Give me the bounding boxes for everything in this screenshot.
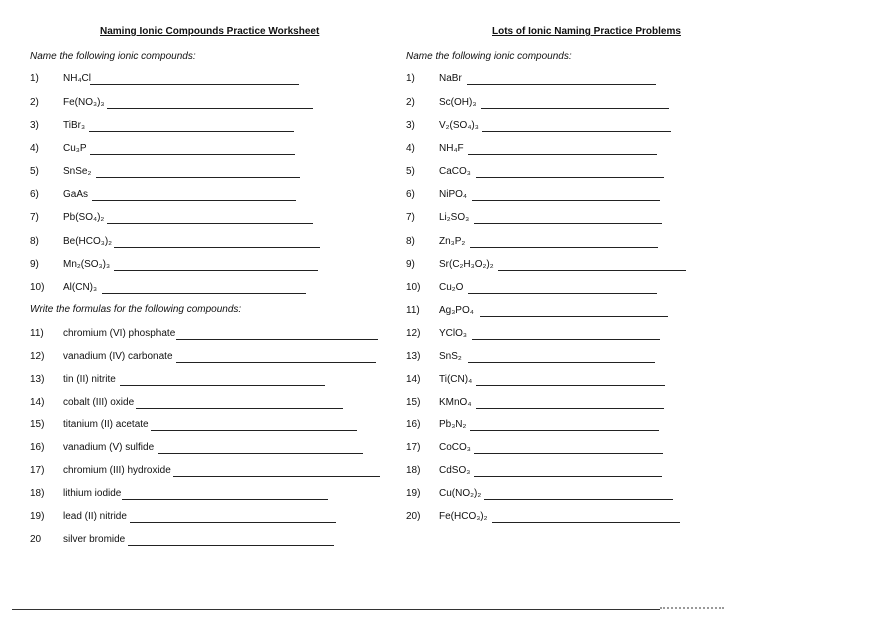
item-number: 11) xyxy=(30,328,44,339)
item-number: 1) xyxy=(406,73,415,84)
item-number: 12) xyxy=(406,328,421,339)
item-text: Cu₃P xyxy=(63,143,87,154)
answer-line[interactable] xyxy=(130,522,336,523)
item-text: vanadium (V) sulfide xyxy=(63,442,155,453)
item-number: 16) xyxy=(406,419,421,430)
answer-line[interactable] xyxy=(176,362,376,363)
answer-line[interactable] xyxy=(474,453,663,454)
answer-line[interactable] xyxy=(90,84,299,85)
answer-line[interactable] xyxy=(89,131,294,132)
item-number: 2) xyxy=(30,97,39,108)
item-text: titanium (II) acetate xyxy=(63,419,149,430)
item-text: Li₂SO₃ xyxy=(439,212,470,223)
item-text: cobalt (III) oxide xyxy=(63,397,135,408)
answer-line[interactable] xyxy=(472,200,660,201)
item-number: 5) xyxy=(406,166,415,177)
item-number: 10) xyxy=(30,282,45,293)
item-number: 3) xyxy=(30,120,39,131)
answer-line[interactable] xyxy=(114,270,318,271)
answer-line[interactable] xyxy=(107,108,313,109)
item-number: 1) xyxy=(30,73,39,84)
item-text: SnS₂ xyxy=(439,351,462,362)
answer-line[interactable] xyxy=(492,522,680,523)
answer-line[interactable] xyxy=(480,316,668,317)
answer-line[interactable] xyxy=(476,408,664,409)
answer-line[interactable] xyxy=(90,154,295,155)
item-number: 8) xyxy=(30,236,39,247)
item-number: 18) xyxy=(406,465,421,476)
item-number: 9) xyxy=(406,259,415,270)
item-number: 2) xyxy=(406,97,415,108)
item-text: CdSO₃ xyxy=(439,465,471,476)
item-number: 8) xyxy=(406,236,415,247)
item-text: chromium (VI) phosphate xyxy=(63,328,176,339)
item-number: 17) xyxy=(30,465,45,476)
answer-line[interactable] xyxy=(92,200,296,201)
item-text: CaCO₃ xyxy=(439,166,471,177)
item-text: Cu(NO₂)₂ xyxy=(439,488,482,499)
item-text: Mn₂(SO₃)₃ xyxy=(63,259,111,270)
item-number: 19) xyxy=(30,511,45,522)
item-number: 13) xyxy=(406,351,421,362)
item-text: lead (II) nitride xyxy=(63,511,127,522)
item-text: Fe(NO₃)₃ xyxy=(63,97,105,108)
answer-line[interactable] xyxy=(102,293,306,294)
item-number: 6) xyxy=(406,189,415,200)
answer-line[interactable] xyxy=(151,430,357,431)
item-number: 12) xyxy=(30,351,45,362)
item-text: CoCO₃ xyxy=(439,442,471,453)
item-text: NiPO₄ xyxy=(439,189,467,200)
answer-line[interactable] xyxy=(114,247,320,248)
item-text: Ti(CN)₄ xyxy=(439,374,473,385)
item-number: 3) xyxy=(406,120,415,131)
item-number: 20 xyxy=(30,534,42,545)
item-number: 18) xyxy=(30,488,45,499)
answer-line[interactable] xyxy=(484,499,673,500)
item-text: NH₄F xyxy=(439,143,464,154)
item-number: 14) xyxy=(30,397,45,408)
left-title: Naming Ionic Compounds Practice Worksheet xyxy=(100,26,320,37)
answer-line[interactable] xyxy=(96,177,300,178)
item-text: Ag₃PO₄ xyxy=(439,305,474,316)
item-number: 14) xyxy=(406,374,421,385)
item-text: vanadium (IV) carbonate xyxy=(63,351,173,362)
answer-line[interactable] xyxy=(468,293,657,294)
item-text: Al(CN)₃ xyxy=(63,282,98,293)
item-number: 20) xyxy=(406,511,421,522)
answer-line[interactable] xyxy=(474,223,662,224)
item-text: tin (II) nitrite xyxy=(63,374,116,385)
item-number: 15) xyxy=(30,419,45,430)
item-text: V₂(SO₄)₃ xyxy=(439,120,479,131)
item-text: Fe(HCO₃)₂ xyxy=(439,511,488,522)
answer-line[interactable] xyxy=(107,223,313,224)
item-text: Zn₃P₂ xyxy=(439,236,466,247)
item-text: GaAs xyxy=(63,189,89,200)
answer-line[interactable] xyxy=(470,247,658,248)
item-number: 4) xyxy=(30,143,39,154)
item-text: Cu₂O xyxy=(439,282,464,293)
item-number: 7) xyxy=(406,212,415,223)
answer-line[interactable] xyxy=(472,339,660,340)
item-number: 19) xyxy=(406,488,421,499)
item-number: 11) xyxy=(406,305,420,316)
item-number: 16) xyxy=(30,442,45,453)
answer-line[interactable] xyxy=(470,430,659,431)
item-text: TiBr₃ xyxy=(63,120,86,131)
item-number: 15) xyxy=(406,397,421,408)
item-text: SnSe₂ xyxy=(63,166,92,177)
item-text: Be(HCO₃)₂ xyxy=(63,236,113,247)
answer-line[interactable] xyxy=(482,131,671,132)
item-text: chromium (III) hydroxide xyxy=(63,465,171,476)
answer-line[interactable] xyxy=(136,408,343,409)
answer-line[interactable] xyxy=(128,545,334,546)
answer-line[interactable] xyxy=(498,270,686,271)
item-number: 6) xyxy=(30,189,39,200)
item-text: Pb₃N₂ xyxy=(439,419,467,430)
item-text: NH₄Cl xyxy=(63,73,91,84)
item-text: Sr(C₂H₃O₂)₂ xyxy=(439,259,494,270)
right-title: Lots of Ionic Naming Practice Problems xyxy=(492,26,681,37)
left-section-name: Name the following ionic compounds: xyxy=(30,51,196,62)
answer-line[interactable] xyxy=(467,84,656,85)
right-section-name: Name the following ionic compounds: xyxy=(406,51,572,62)
item-text: silver bromide xyxy=(63,534,126,545)
answer-line[interactable] xyxy=(173,476,380,477)
item-text: Sc(OH)₃ xyxy=(439,97,477,108)
item-text: KMnO₄ xyxy=(439,397,472,408)
item-number: 4) xyxy=(406,143,415,154)
footer-rule xyxy=(12,609,660,610)
answer-line[interactable] xyxy=(468,362,655,363)
answer-line[interactable] xyxy=(122,499,328,500)
item-number: 17) xyxy=(406,442,421,453)
answer-line[interactable] xyxy=(468,154,657,155)
item-number: 7) xyxy=(30,212,39,223)
answer-line[interactable] xyxy=(158,453,363,454)
item-text: Pb(SO₄)₂ xyxy=(63,212,105,223)
item-number: 9) xyxy=(30,259,39,270)
answer-line[interactable] xyxy=(120,385,325,386)
answer-line[interactable] xyxy=(476,385,665,386)
item-text: lithium iodide xyxy=(63,488,122,499)
footer-mark xyxy=(660,607,724,609)
item-number: 13) xyxy=(30,374,45,385)
left-section-formulas: Write the formulas for the following compounds: xyxy=(30,304,242,315)
answer-line[interactable] xyxy=(474,476,662,477)
item-number: 5) xyxy=(30,166,39,177)
item-text: YClO₃ xyxy=(439,328,467,339)
answer-line[interactable] xyxy=(481,108,669,109)
item-number: 10) xyxy=(406,282,421,293)
answer-line[interactable] xyxy=(176,339,378,340)
answer-line[interactable] xyxy=(476,177,664,178)
item-text: NaBr xyxy=(439,73,462,84)
